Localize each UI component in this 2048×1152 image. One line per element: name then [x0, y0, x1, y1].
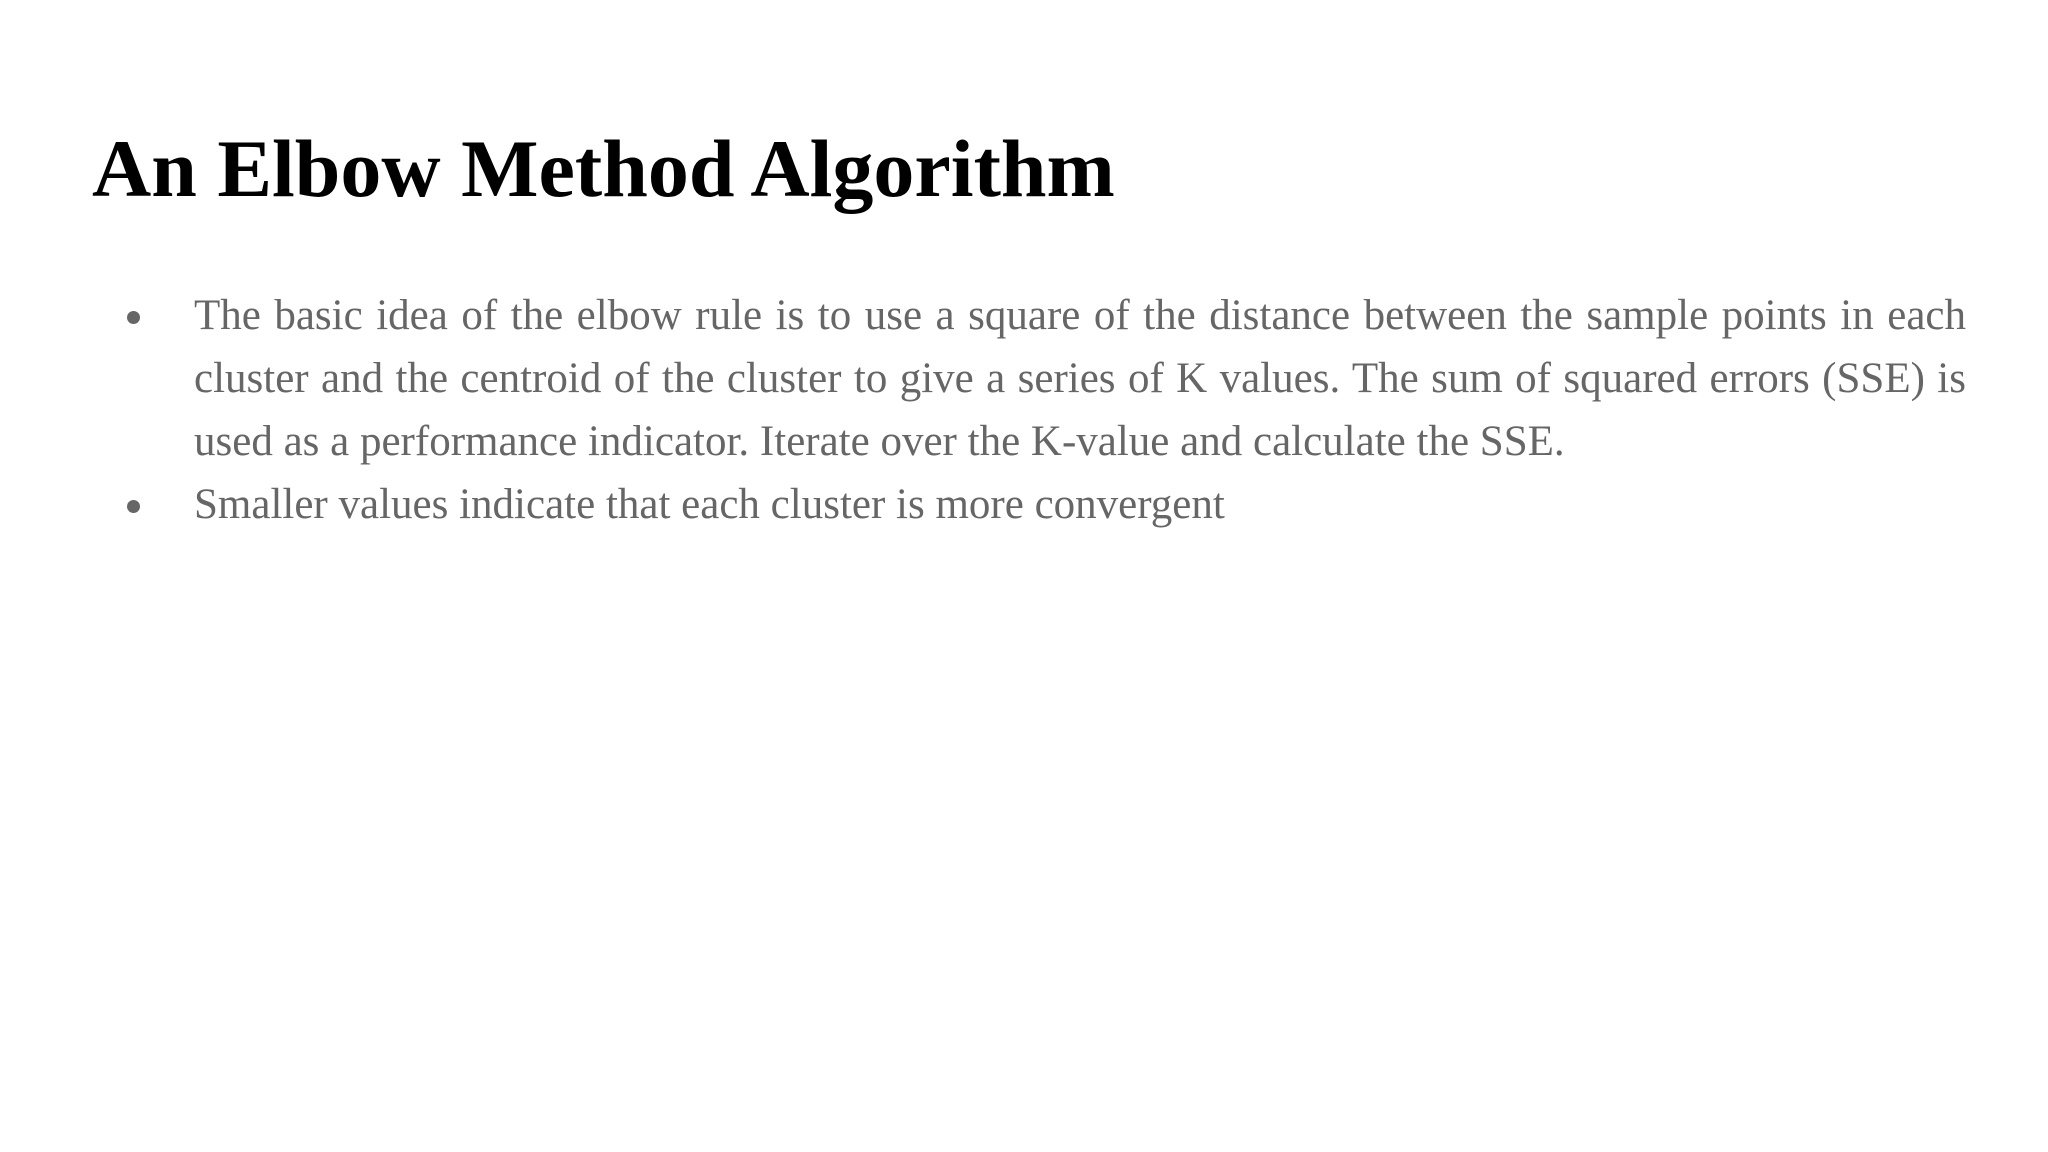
slide-title: An Elbow Method Algorithm	[92, 123, 1115, 214]
bullet-text: The basic idea of the elbow rule is to use a square of the distance between the sample points in each cluster and the centroid of the cluster to give a series of K values. The sum of squared errors (SSE) is used as a performance indicator. Iterate over the K-value and calculate the SSE.	[194, 292, 1966, 465]
bullet-list	[0, 284, 2048, 536]
bullet-icon	[127, 500, 140, 513]
bullet-item	[0, 284, 2048, 473]
bullet-icon	[127, 311, 140, 324]
bullet-item	[0, 473, 2048, 536]
bullet-text: Smaller values indicate that each cluster is more convergent	[194, 481, 1225, 528]
